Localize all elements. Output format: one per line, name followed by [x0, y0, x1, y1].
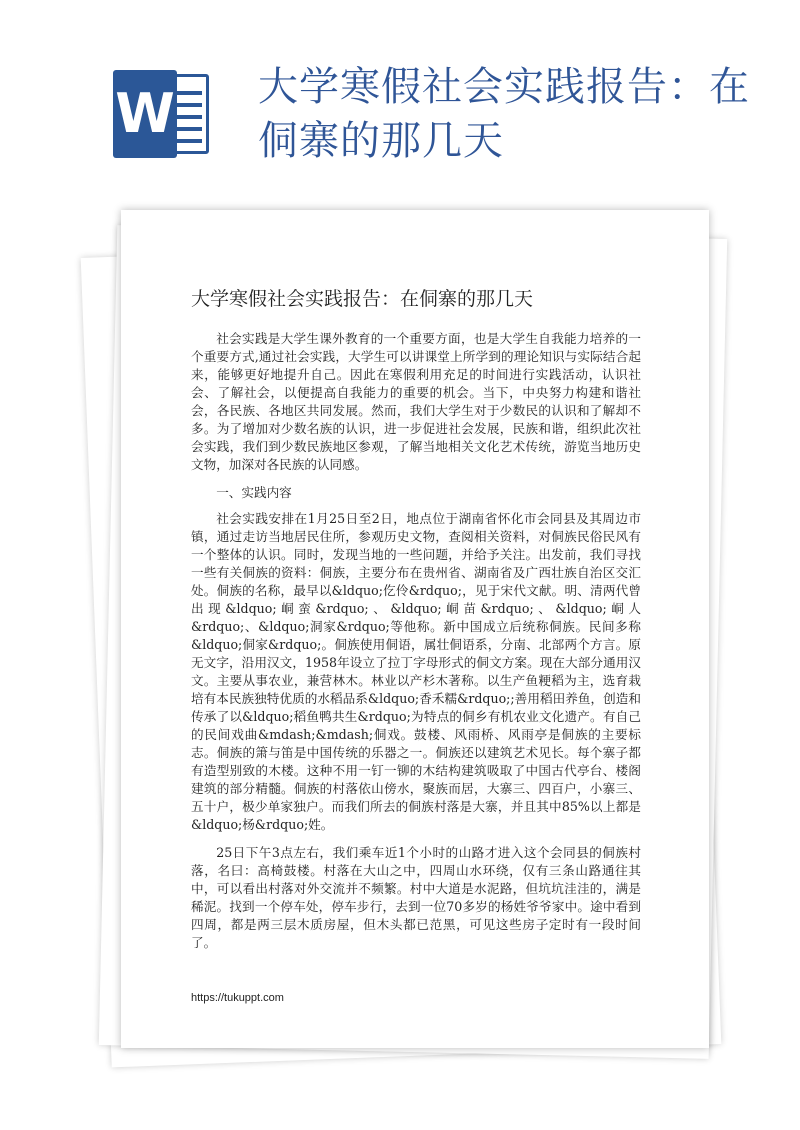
- section-heading: 一、实践内容: [216, 485, 292, 500]
- banner-title: 大学寒假社会实践报告：在侗寨的那几天: [258, 64, 750, 164]
- document-page: [121, 210, 709, 1048]
- paragraph-practice-content: 社会实践安排在1月25日至2日，地点位于湖南省怀化市会同县及其周边市镇，通过走访当地居民住所，参观历史文物，查阅相关资料，对侗族民俗民风有一个整体的认识。同时，发现当地的一些问题，并给予关注。出发前，我们寻找一些有关侗族的资料：侗族，主要分布在贵州省、湖南省及广西壮族自治区交汇处。侗族的名称，最早以&ldquo;仡伶&rdquo;，见于宋代文献。明、清两代曾出现&ldquo;峒蛮&rdquo;、&ldquo;峒苗&rdquo;、&ldquo;峒人&rdquo;、&ldquo;洞家&rdquo;等他称。新中国成立后统称侗族。民间多称&ldquo;侗家&rdquo;。侗族使用侗语，属壮侗语系，分南、北部两个方言。原无文字，沿用汉文，1958年设立了拉丁字母形式的侗文方案。现在大部分通用汉文。主要从事农业，兼营林木。林业以产杉木著称。以生产鱼粳稻为主，选育栽培有本民族独特优质的水稻品系&ldquo;香禾糯&rdquo;;善用稻田养鱼，创造和传承了以&ldquo;稻鱼鸭共生&rdquo;为特点的侗乡有机农业文化遗产。有自己的民间戏曲&mdash;&mdash;侗戏。鼓楼、风雨桥、风雨亭是侗族的主要标志。侗族的箫与笛是中国传统的乐器之一。侗族还以建筑艺术见长。每个寨子都有造型别致的木楼。这种不用一钉一铆的木结构建筑吸取了中国古代亭台、楼阁建筑的部分精髓。侗族的村落依山傍水，聚族而居，大寨三、四百户，小寨三、五十户，极少单家独户。而我们所去的侗族村落是大寨，并且其中85%以上都是&ldquo;杨&rdquo;姓。: [191, 511, 641, 832]
- banner-header: [0, 0, 800, 200]
- paragraph-intro: 社会实践是大学生课外教育的一个重要方面，也是大学生自我能力培养的一个重要方式,通过社会实践，大学生可以讲课堂上所学到的理论知识与实际结合起来，能够更好地提升自己。因此在寒假利用充足的时间进行实践活动，认识社会、了解社会，以便提高自我能力的重要的机会。当下，中央努力构建和谐社会，各民族、各地区共同发展。然而，我们大学生对于少数民的认识和了解却不多。为了增加对少数名族的认识，进一步促进社会发展，民族和谐，组织此次社会实践，我们到少数民族地区参观，了解当地相关文化艺术传统，游览当地历史文物，加深对各民族的认同感。: [191, 331, 641, 472]
- document-body: [191, 330, 641, 962]
- word-letter-icon: W: [113, 70, 177, 158]
- paragraph-village-visit: 25日下午3点左右，我们乘车近1个小时的山路才进入这个会同县的侗族村落，名曰：高椅鼓楼。村落在大山之中，四周山水环绕，仅有三条山路通往其中，可以看出村落对外交流并不频繁。村中大道是水泥路，但坑坑洼洼的，满是稀泥。找到一个停车处，停车步行，去到一位70多岁的杨姓爷爷家中。途中看到四周，都是两三层木质房屋，但木头都已范黑，可见这些房子定时有一段时间了。: [191, 845, 641, 950]
- source-url: https://tukuppt.com: [191, 992, 284, 1004]
- word-document-icon: [113, 70, 213, 158]
- document-title: 大学寒假社会实践报告：在侗寨的那几天: [191, 288, 534, 310]
